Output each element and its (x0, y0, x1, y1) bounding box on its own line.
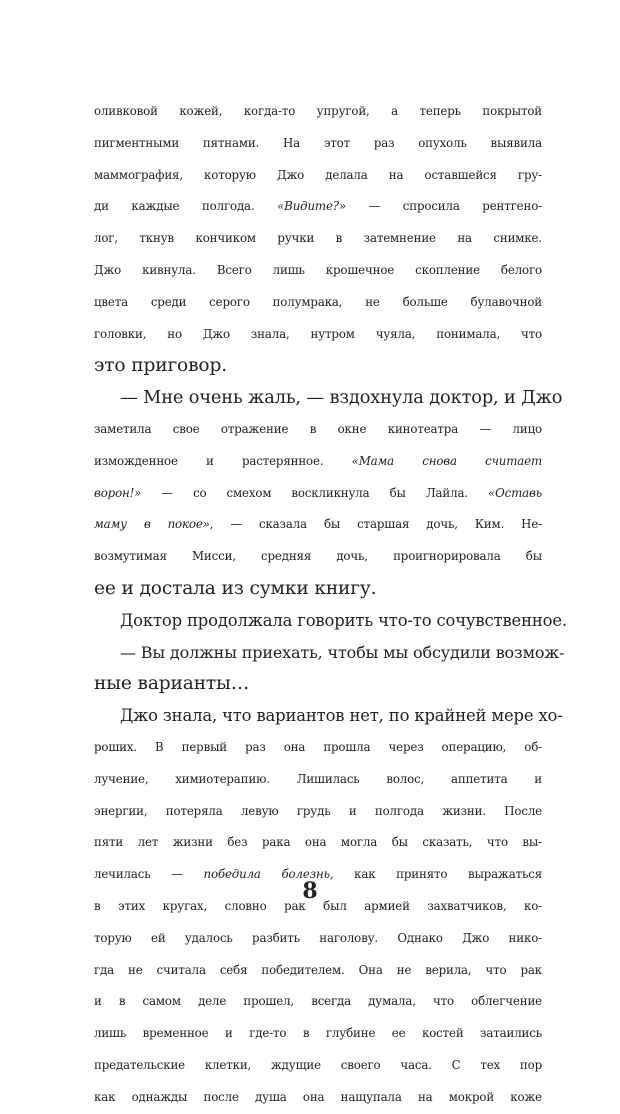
text-line (94, 96, 542, 128)
text-run: , как принято выражаться (329, 867, 543, 882)
text-run: энергии, потеряла левую грудь и полгода жизни. После (94, 803, 542, 818)
text-line (94, 128, 542, 160)
text-run: оливковой кожей, когда-то упругой, а теперь покрытой (94, 104, 542, 118)
text-run: Джо кивнула. Всего лишь крошечное скопление белого (94, 262, 542, 277)
text-line (94, 1050, 542, 1082)
text-run: ди каждые полгода. (94, 199, 278, 214)
text-line (94, 319, 542, 351)
text-run: Доктор продолжала говорить что-то сочувственное. (120, 610, 567, 630)
text-run: маммография, которую Джо делала на оставшейся гру- (94, 167, 542, 182)
text-run: лечилась — (94, 867, 204, 882)
text-run: это приговор. (94, 355, 227, 377)
text-line (94, 605, 567, 637)
text-line (94, 350, 542, 382)
text-run: — Вы должны приехать, чтобы мы обсудили возмож- (120, 642, 565, 662)
text-run: ее и достала из сумки книгу. (94, 577, 377, 599)
text-run: роших. В первый раз она прошла через операцию, об- (94, 739, 542, 754)
italic-text-run: «Оставь (488, 485, 542, 500)
text-line (94, 700, 563, 732)
text-line (94, 541, 542, 573)
text-line (94, 382, 563, 414)
text-line (94, 446, 542, 478)
text-run: лучение, химиотерапию. Лишилась волос, аппетита и (94, 771, 542, 786)
text-run: — спросила рентгено- (346, 199, 542, 214)
text-run: заметила свое отражение в окне кинотеатра — лицо (94, 421, 542, 436)
text-run: торую ей удалось разбить наголову. Однако Джо нико- (94, 930, 542, 945)
text-line (94, 287, 542, 319)
text-run: пигментными пятнами. На этот раз опухоль выявила (94, 135, 542, 150)
text-line (94, 764, 542, 796)
text-run: возмутимая Мисси, средняя дочь, проигнорировала бы (94, 549, 542, 564)
text-line (94, 732, 542, 764)
text-line (94, 255, 542, 287)
text-line (94, 1082, 542, 1114)
text-line (94, 668, 542, 700)
text-line (94, 414, 542, 446)
text-line (94, 796, 542, 828)
italic-text-run: «Видите?» (277, 199, 347, 214)
text-run: предательские клетки, ждущие своего часа. С тех пор (94, 1057, 542, 1072)
text-line (94, 478, 542, 510)
text-run: цвета среди серого полумрака, не больше булавочной (94, 294, 542, 309)
text-run: пяти лет жизни без рака она могла бы сказать, что вы- (94, 835, 542, 850)
text-run: лог, ткнув кончиком ручки в затемнение на снимке. (94, 231, 542, 246)
text-line (94, 955, 542, 987)
text-run: Джо знала, что вариантов нет, по крайней мере хо- (120, 706, 563, 726)
page-number: 8 (302, 878, 318, 904)
text-line (94, 191, 542, 223)
text-run: , — сказала бы старшая дочь, Ким. Не- (209, 517, 542, 532)
text-line (94, 923, 542, 955)
text-line (94, 223, 542, 255)
body-text (94, 96, 567, 1114)
italic-text-run: победила болезнь (203, 867, 330, 882)
italic-text-run: ворон!» (94, 485, 142, 500)
italic-text-run: «Мама снова считает (351, 453, 542, 468)
text-run: ные варианты… (94, 673, 250, 695)
text-line (94, 573, 542, 605)
italic-text-run: маму в покое» (94, 517, 210, 532)
text-line (94, 509, 542, 541)
text-line (94, 986, 542, 1018)
text-run: — со смехом воскликнула бы Лайла. (141, 485, 489, 500)
text-run: — Мне очень жаль, — вздохнула доктор, и Джо (120, 387, 563, 409)
text-line (94, 637, 565, 669)
text-run: изможденное и растерянное. (94, 453, 352, 468)
text-run: в этих кругах, словно рак был армией захватчиков, ко- (94, 898, 542, 913)
text-run: гда не считала себя победителем. Она не верила, что рак (94, 962, 542, 977)
text-run: головки, но Джо знала, нутром чуяла, понимала, что (94, 326, 542, 341)
text-run: как однажды после душа она нащупала на мокрой коже (94, 1089, 542, 1104)
text-line (94, 1018, 542, 1050)
text-line (94, 827, 542, 859)
text-run: и в самом деле прошел, всегда думала, что облегчение (94, 994, 542, 1009)
text-run: лишь временное и где-то в глубине ее костей затаились (94, 1026, 542, 1041)
text-line (94, 160, 542, 192)
